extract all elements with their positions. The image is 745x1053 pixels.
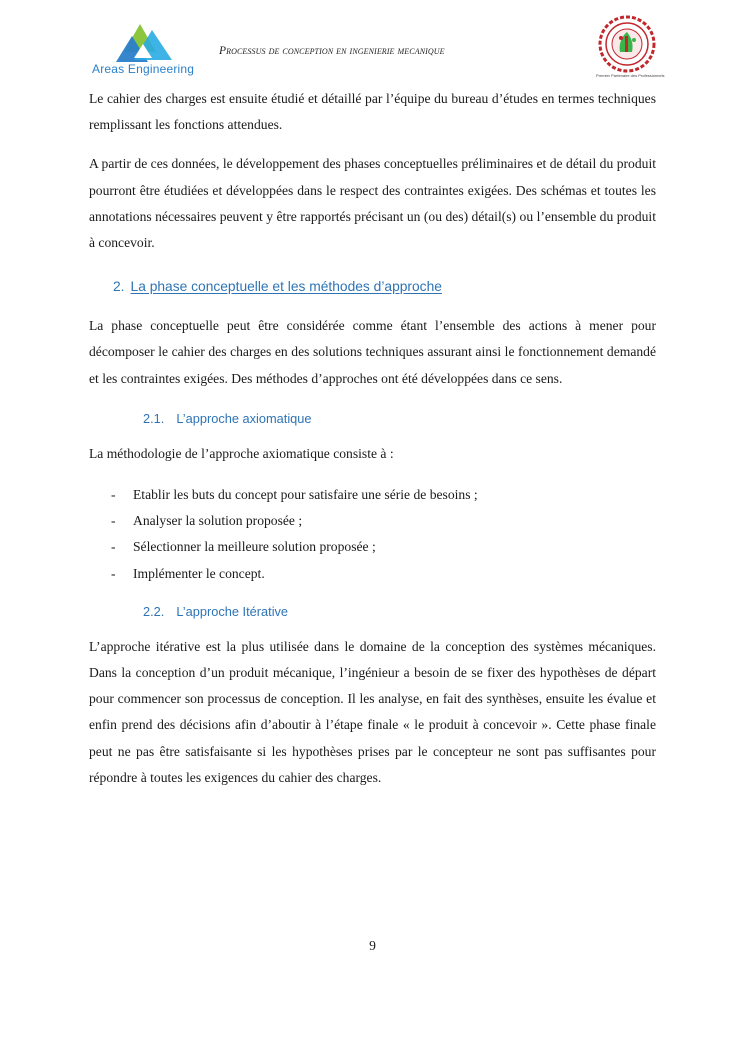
page-header [0,0,745,88]
dash-bullet: - [111,539,116,555]
paragraph-phases-conceptuelles: A partir de ces données, le développement des phases conceptuelles préliminaires et de détail du produit pourront être étudiées et développées dans le respect des contraintes exigées. Des schémas et toutes les annotations nécessaires peuvent y être rapportés précisant un (ou des) détail(s) ou l’ensemble du produit à concevoir. [89,156,656,251]
running-header-title: Processus de conception en ingenierie mecanique [219,45,445,57]
dash-bullet: - [111,513,116,529]
logo-text: Areas Engineering [92,62,195,76]
section-number: 2. [113,279,125,295]
subsection-number: 2.1. [143,410,165,426]
gear-seal-icon [594,14,660,74]
list-item [89,508,656,534]
subsection-heading-2-1 [89,406,656,432]
subsection-number: 2.2. [143,603,165,619]
list-item-text: Analyser la solution proposée ; [133,513,303,529]
paragraph-cahier-des-charges: Le cahier des charges est ensuite étudié et détaillé par l’équipe du bureau d’études en termes techniques remplissant les fonctions attendues. [89,91,656,133]
partner-seal-logo [594,14,660,80]
dash-bullet: - [111,487,116,503]
subsection-title: L’approche axiomatique [176,410,312,426]
paragraph-approche-iterative: L’approche itérative est la plus utilisée dans le domaine de la conception des systèmes mécaniques. Dans la conception d’un produit mécanique, l’ingénieur a besoin de se fixer des hypothèses de départ pour commencer son processus de conception. Il les analyse, en fait des synthèses, ensuite les évalue et enfin prend des décisions afin d’aboutir à l’étape finale « le produit à concevoir ». Cette phase finale peut ne pas être satisfaisante si les hypothèses prises par le concepteur ne sont pas suffisantes pour répondre à toutes les exigences du cahier des charges. [89,638,656,785]
section-heading-2 [89,274,656,300]
list-item [89,561,656,587]
list-item-text: Sélectionner la meilleure solution proposée ; [133,539,376,555]
areas-engineering-logo [88,22,206,80]
page-number: 9 [369,938,376,953]
paragraph-methodologie: La méthodologie de l’approche axiomatique consiste à : [89,445,394,461]
axiomatic-steps-list [89,482,656,587]
paragraph-phase-conceptuelle: La phase conceptuelle peut être considérée comme étant l’ensemble des actions à mener pour décomposer le cahier des charges en des solutions techniques assurant ainsi le fonctionnement demandé et les contraintes exigées. Des méthodes d’approches ont été développées dans ce sens. [89,318,656,386]
section-title: La phase conceptuelle et les méthodes d’approche [130,279,442,295]
page-content [89,86,656,791]
subsection-title: L’approche Itérative [176,603,289,619]
list-item-text: Implémenter le concept. [133,565,265,581]
partner-seal-caption: Premier Partenaire des Professionnels [596,73,665,78]
subsection-heading-2-2 [89,599,656,625]
triangle-logo-icon [112,22,180,62]
dash-bullet: - [111,565,116,581]
list-item-text: Etablir les buts du concept pour satisfaire une série de besoins ; [133,487,478,503]
list-item [89,482,656,508]
list-item [89,534,656,560]
